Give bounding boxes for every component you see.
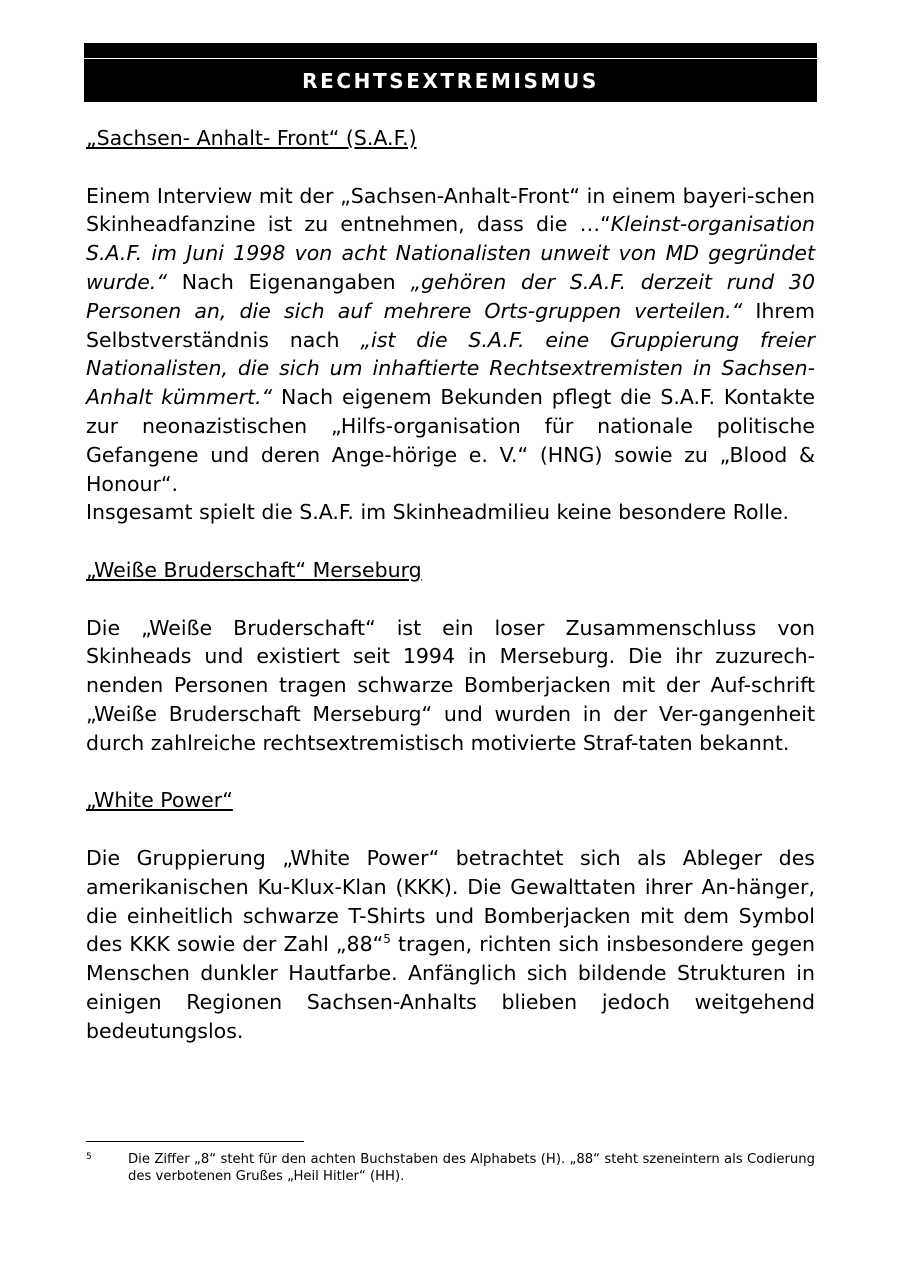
section-heading-saf: „Sachsen- Anhalt- Front“ (S.A.F.) <box>86 126 417 150</box>
section-heading-white-power: „White Power“ <box>86 788 233 813</box>
footnote-number: 5 <box>86 1152 92 1162</box>
section-heading-weisse-bruderschaft: „Weiße Bruderschaft“ Merseburg <box>86 557 422 582</box>
header-banner <box>84 43 817 102</box>
footnote-separator <box>86 1141 304 1142</box>
footnote-text: Die Ziffer „8“ steht für den achten Buchstaben des Alphabets (H). „88“ steht szeneintern als Codierung des verbotenen Grußes „Heil Hitler“ (HH). <box>128 1152 815 1184</box>
document-body <box>86 124 815 1046</box>
paragraph-saf-interview: Einem Interview mit der „Sachsen-Anhalt-Front“ in einem bayeri-schen Skinheadfanzine ist zu entnehmen, dass die …“Kleinst-organisation S.A.F. im Juni 1998 von acht Nationalisten unweit von MD gegründet wurde.“ Nach Eigenangaben „gehören der S.A.F. derzeit rund 30 Personen an, die sich auf mehrere Orts-gruppen verteilen.“ Ihrem Selbstverständnis nach „ist die S.A.F. eine Gruppierung freier Nationalisten, die sich um inhaftierte Rechtsextremisten in Sachsen-Anhalt kümmert.“ Nach eigenem Bekunden pflegt die S.A.F. Kontakte zur neonazistischen „Hilfs-organisation für nationale politische Gefangene und deren Ange-hörige e. V.“ (HNG) sowie zu „Blood & Honour“. <box>86 183 816 496</box>
page-title: RECHTSEXTREMISMUS <box>302 68 599 93</box>
paragraph-white-power: Die Gruppierung „White Power“ betrachtet sich als Ableger des amerikanischen Ku-Klux-Klan (KKK). Die Gewalttaten ihrer An-hänger, die einheitlich schwarze T-Shirts und Bomberjacken mit dem Symbol des KKK sowie der Zahl „88“$^5$ tragen, richten sich insbesondere gegen Menschen dunkler Hautfarbe. Anfänglich sich bildende Strukturen in einigen Regionen Sachsen-Anhalts blieben jedoch weitgehend bedeutungslos. <box>86 845 815 1043</box>
paragraph-saf-summary: Insgesamt spielt die S.A.F. im Skinheadmilieu keine besondere Rolle. <box>86 500 790 525</box>
footnote <box>86 1151 815 1185</box>
paragraph-weisse-bruderschaft: Die „Weiße Bruderschaft“ ist ein loser Zusammenschluss von Skinheads und existiert seit 1994 in Merseburg. Die ihr zuzurech-nenden Personen tragen schwarze Bomberjacken mit der Auf-schrift „Weiße Bruderschaft Merseburg“ und wurden in der Ver-gangenheit durch zahlreiche rechtsextremistisch motivierte Straf-taten bekannt. <box>86 615 815 755</box>
footnote-reference: 5 <box>383 932 391 947</box>
